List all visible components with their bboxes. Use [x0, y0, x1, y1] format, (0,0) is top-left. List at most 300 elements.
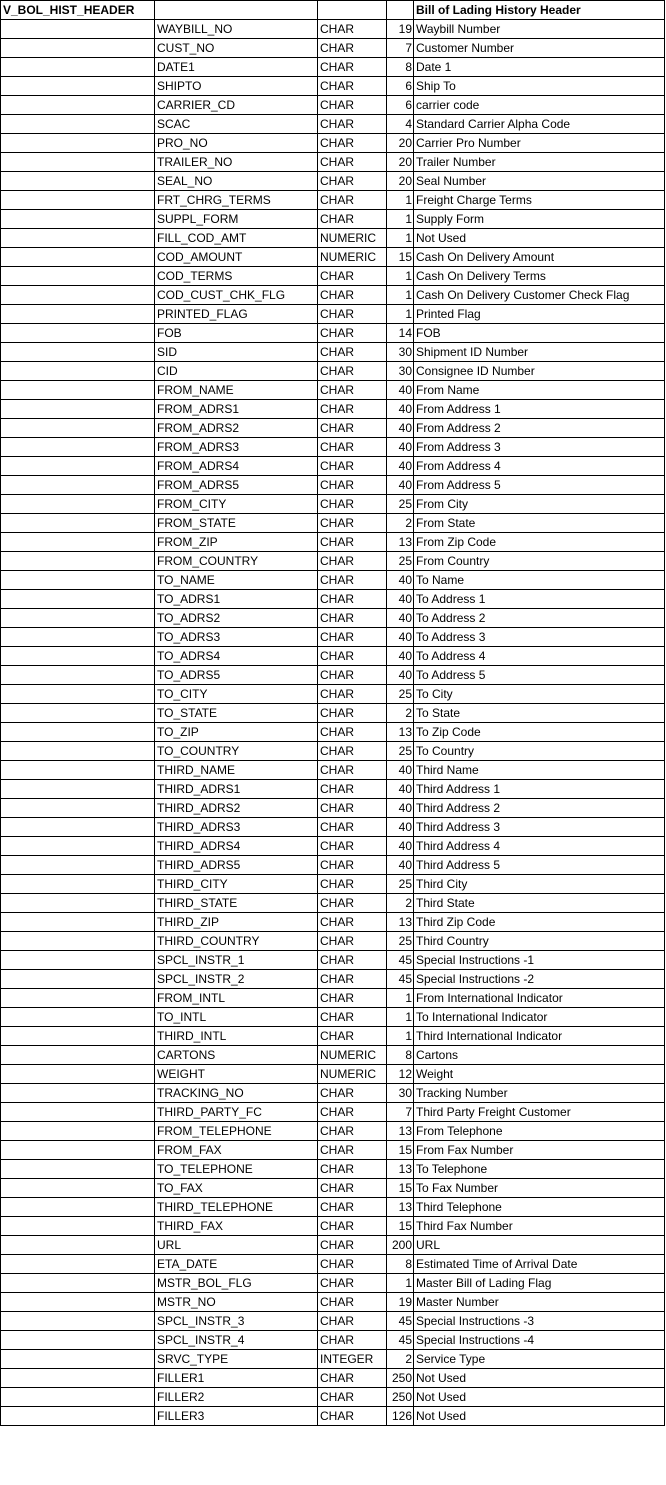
description-cell[interactable]: Special Instructions -3: [414, 1312, 665, 1331]
description-cell[interactable]: Master Bill of Lading Flag: [414, 1274, 665, 1293]
field-name-cell[interactable]: FROM_ADRS1: [155, 400, 318, 419]
field-name-cell[interactable]: THIRD_CITY: [155, 875, 318, 894]
field-name-cell[interactable]: FILLER1: [155, 1369, 318, 1388]
field-name-cell[interactable]: TO_STATE: [155, 704, 318, 723]
empty-cell[interactable]: [1, 818, 155, 837]
description-cell[interactable]: Printed Flag: [414, 305, 665, 324]
description-cell[interactable]: To Name: [414, 571, 665, 590]
data-type-cell[interactable]: CHAR: [318, 77, 387, 96]
data-type-cell[interactable]: CHAR: [318, 799, 387, 818]
description-cell[interactable]: To Country: [414, 742, 665, 761]
field-name-cell[interactable]: TO_ADRS2: [155, 609, 318, 628]
data-type-cell[interactable]: CHAR: [318, 647, 387, 666]
data-type-cell[interactable]: CHAR: [318, 1103, 387, 1122]
data-type-cell[interactable]: CHAR: [318, 761, 387, 780]
description-cell[interactable]: Special Instructions -2: [414, 970, 665, 989]
length-cell[interactable]: 13: [387, 1122, 414, 1141]
description-cell[interactable]: Third City: [414, 875, 665, 894]
description-cell[interactable]: To Zip Code: [414, 723, 665, 742]
length-cell[interactable]: 40: [387, 818, 414, 837]
description-cell[interactable]: Third State: [414, 894, 665, 913]
description-cell[interactable]: Date 1: [414, 58, 665, 77]
field-name-cell[interactable]: TO_ADRS3: [155, 628, 318, 647]
empty-cell[interactable]: [1, 39, 155, 58]
length-cell[interactable]: 6: [387, 96, 414, 115]
empty-cell[interactable]: [1, 1236, 155, 1255]
length-cell[interactable]: 15: [387, 1217, 414, 1236]
empty-cell[interactable]: [1, 1369, 155, 1388]
empty-cell[interactable]: [1, 172, 155, 191]
length-cell[interactable]: 12: [387, 1065, 414, 1084]
field-name-cell[interactable]: COD_CUST_CHK_FLG: [155, 286, 318, 305]
description-cell[interactable]: From City: [414, 495, 665, 514]
field-name-cell[interactable]: THIRD_ADRS1: [155, 780, 318, 799]
field-name-cell[interactable]: TO_INTL: [155, 1008, 318, 1027]
table-name-cell[interactable]: V_BOL_HIST_HEADER: [1, 1, 155, 20]
field-name-cell[interactable]: CID: [155, 362, 318, 381]
data-type-cell[interactable]: CHAR: [318, 723, 387, 742]
length-cell[interactable]: 7: [387, 1103, 414, 1122]
field-name-cell[interactable]: FROM_COUNTRY: [155, 552, 318, 571]
length-cell[interactable]: 8: [387, 58, 414, 77]
empty-cell[interactable]: [1, 666, 155, 685]
table-description-cell[interactable]: Bill of Lading History Header: [414, 1, 665, 20]
field-name-cell[interactable]: SPCL_INSTR_4: [155, 1331, 318, 1350]
field-name-cell[interactable]: SRVC_TYPE: [155, 1350, 318, 1369]
field-name-cell[interactable]: SCAC: [155, 115, 318, 134]
empty-cell[interactable]: [1, 476, 155, 495]
description-cell[interactable]: Shipment ID Number: [414, 343, 665, 362]
empty-cell[interactable]: [1, 1084, 155, 1103]
empty-cell[interactable]: [1, 134, 155, 153]
length-cell[interactable]: 45: [387, 1312, 414, 1331]
length-cell[interactable]: 2: [387, 514, 414, 533]
empty-cell[interactable]: [1, 438, 155, 457]
field-name-cell[interactable]: COD_TERMS: [155, 267, 318, 286]
empty-cell[interactable]: [1, 1122, 155, 1141]
empty-cell[interactable]: [1, 571, 155, 590]
field-name-cell[interactable]: URL: [155, 1236, 318, 1255]
length-cell[interactable]: 15: [387, 248, 414, 267]
description-cell[interactable]: Freight Charge Terms: [414, 191, 665, 210]
description-cell[interactable]: Trailer Number: [414, 153, 665, 172]
empty-cell[interactable]: [1, 248, 155, 267]
description-cell[interactable]: Special Instructions -4: [414, 1331, 665, 1350]
data-type-cell[interactable]: CHAR: [318, 191, 387, 210]
field-name-cell[interactable]: SUPPL_FORM: [155, 210, 318, 229]
description-cell[interactable]: FOB: [414, 324, 665, 343]
empty-cell[interactable]: [1, 742, 155, 761]
data-type-cell[interactable]: CHAR: [318, 115, 387, 134]
description-cell[interactable]: Cash On Delivery Amount: [414, 248, 665, 267]
empty-cell[interactable]: [1, 457, 155, 476]
length-cell[interactable]: 8: [387, 1255, 414, 1274]
field-name-cell[interactable]: WAYBILL_NO: [155, 20, 318, 39]
empty-cell[interactable]: [1, 533, 155, 552]
description-cell[interactable]: Waybill Number: [414, 20, 665, 39]
field-name-cell[interactable]: THIRD_FAX: [155, 1217, 318, 1236]
length-cell[interactable]: 2: [387, 704, 414, 723]
field-name-cell[interactable]: FROM_ADRS2: [155, 419, 318, 438]
data-type-cell[interactable]: CHAR: [318, 932, 387, 951]
field-name-cell[interactable]: FILLER2: [155, 1388, 318, 1407]
empty-cell[interactable]: [1, 1141, 155, 1160]
data-type-cell[interactable]: CHAR: [318, 153, 387, 172]
length-cell[interactable]: 30: [387, 343, 414, 362]
length-cell[interactable]: 40: [387, 761, 414, 780]
description-cell[interactable]: To Address 2: [414, 609, 665, 628]
field-name-cell[interactable]: SID: [155, 343, 318, 362]
length-cell[interactable]: 25: [387, 875, 414, 894]
data-type-cell[interactable]: NUMERIC: [318, 248, 387, 267]
data-type-cell[interactable]: CHAR: [318, 837, 387, 856]
empty-cell[interactable]: [1, 1350, 155, 1369]
length-cell[interactable]: 40: [387, 571, 414, 590]
length-cell[interactable]: 40: [387, 590, 414, 609]
field-name-cell[interactable]: FRT_CHRG_TERMS: [155, 191, 318, 210]
description-cell[interactable]: Special Instructions -1: [414, 951, 665, 970]
data-type-cell[interactable]: CHAR: [318, 875, 387, 894]
description-cell[interactable]: Cash On Delivery Customer Check Flag: [414, 286, 665, 305]
length-cell[interactable]: 40: [387, 609, 414, 628]
empty-cell[interactable]: [1, 286, 155, 305]
data-type-cell[interactable]: CHAR: [318, 1198, 387, 1217]
data-type-cell[interactable]: CHAR: [318, 1331, 387, 1350]
data-type-cell[interactable]: CHAR: [318, 457, 387, 476]
data-type-cell[interactable]: CHAR: [318, 552, 387, 571]
description-cell[interactable]: Third Address 3: [414, 818, 665, 837]
field-name-cell[interactable]: FROM_CITY: [155, 495, 318, 514]
field-name-cell[interactable]: TO_TELEPHONE: [155, 1160, 318, 1179]
length-cell[interactable]: 1: [387, 210, 414, 229]
field-name-cell[interactable]: FILL_COD_AMT: [155, 229, 318, 248]
data-type-cell[interactable]: CHAR: [318, 590, 387, 609]
length-cell[interactable]: 1: [387, 305, 414, 324]
data-type-cell[interactable]: CHAR: [318, 400, 387, 419]
empty-cell[interactable]: [1, 761, 155, 780]
data-type-cell[interactable]: CHAR: [318, 1027, 387, 1046]
empty-cell[interactable]: [1, 1008, 155, 1027]
empty-cell[interactable]: [1, 1293, 155, 1312]
empty-cell[interactable]: [1, 381, 155, 400]
data-type-cell[interactable]: CHAR: [318, 1293, 387, 1312]
empty-cell[interactable]: [1, 400, 155, 419]
empty-cell[interactable]: [1, 324, 155, 343]
length-cell[interactable]: 1: [387, 1008, 414, 1027]
description-cell[interactable]: Weight: [414, 1065, 665, 1084]
length-cell[interactable]: 13: [387, 913, 414, 932]
description-cell[interactable]: To City: [414, 685, 665, 704]
description-cell[interactable]: From Address 3: [414, 438, 665, 457]
description-cell[interactable]: Third Telephone: [414, 1198, 665, 1217]
length-cell[interactable]: 19: [387, 1293, 414, 1312]
empty-cell[interactable]: [1, 1217, 155, 1236]
empty-cell[interactable]: [1, 514, 155, 533]
length-cell[interactable]: 25: [387, 552, 414, 571]
description-cell[interactable]: Third Name: [414, 761, 665, 780]
field-name-cell[interactable]: TO_COUNTRY: [155, 742, 318, 761]
field-name-cell[interactable]: SHIPTO: [155, 77, 318, 96]
data-type-cell[interactable]: CHAR: [318, 305, 387, 324]
empty-cell[interactable]: [1, 153, 155, 172]
description-cell[interactable]: To Telephone: [414, 1160, 665, 1179]
data-type-cell[interactable]: CHAR: [318, 1255, 387, 1274]
data-type-cell[interactable]: CHAR: [318, 533, 387, 552]
data-type-cell[interactable]: CHAR: [318, 1160, 387, 1179]
empty-cell[interactable]: [1, 970, 155, 989]
empty-cell[interactable]: [1, 799, 155, 818]
data-type-cell[interactable]: CHAR: [318, 704, 387, 723]
data-type-cell[interactable]: NUMERIC: [318, 229, 387, 248]
field-name-cell[interactable]: FILLER3: [155, 1407, 318, 1426]
empty-cell[interactable]: [1, 362, 155, 381]
field-name-cell[interactable]: THIRD_ADRS5: [155, 856, 318, 875]
description-cell[interactable]: From International Indicator: [414, 989, 665, 1008]
empty-cell[interactable]: [1, 704, 155, 723]
description-cell[interactable]: To International Indicator: [414, 1008, 665, 1027]
description-cell[interactable]: To Address 1: [414, 590, 665, 609]
empty-cell[interactable]: [1, 96, 155, 115]
data-type-cell[interactable]: CHAR: [318, 1312, 387, 1331]
field-name-cell[interactable]: CUST_NO: [155, 39, 318, 58]
empty-cell[interactable]: [1, 1046, 155, 1065]
empty-cell[interactable]: [1, 305, 155, 324]
field-name-cell[interactable]: FROM_FAX: [155, 1141, 318, 1160]
data-type-cell[interactable]: CHAR: [318, 1122, 387, 1141]
data-type-cell[interactable]: CHAR: [318, 571, 387, 590]
length-cell[interactable]: 40: [387, 628, 414, 647]
length-cell[interactable]: 30: [387, 362, 414, 381]
description-cell[interactable]: Third Address 4: [414, 837, 665, 856]
length-cell[interactable]: 250: [387, 1388, 414, 1407]
empty-cell[interactable]: [1, 1312, 155, 1331]
field-name-cell[interactable]: CARTONS: [155, 1046, 318, 1065]
data-type-cell[interactable]: CHAR: [318, 419, 387, 438]
description-cell[interactable]: From Name: [414, 381, 665, 400]
data-type-cell[interactable]: CHAR: [318, 989, 387, 1008]
empty-cell[interactable]: [1, 1388, 155, 1407]
empty-cell[interactable]: [1, 875, 155, 894]
field-name-cell[interactable]: THIRD_INTL: [155, 1027, 318, 1046]
field-name-cell[interactable]: TO_ZIP: [155, 723, 318, 742]
header-length-cell[interactable]: [387, 1, 414, 20]
data-type-cell[interactable]: CHAR: [318, 913, 387, 932]
length-cell[interactable]: 8: [387, 1046, 414, 1065]
data-type-cell[interactable]: CHAR: [318, 324, 387, 343]
description-cell[interactable]: Not Used: [414, 1388, 665, 1407]
description-cell[interactable]: To State: [414, 704, 665, 723]
field-name-cell[interactable]: SEAL_NO: [155, 172, 318, 191]
description-cell[interactable]: To Address 3: [414, 628, 665, 647]
description-cell[interactable]: Ship To: [414, 77, 665, 96]
field-name-cell[interactable]: FROM_NAME: [155, 381, 318, 400]
data-type-cell[interactable]: CHAR: [318, 286, 387, 305]
empty-cell[interactable]: [1, 267, 155, 286]
length-cell[interactable]: 6: [387, 77, 414, 96]
length-cell[interactable]: 25: [387, 742, 414, 761]
length-cell[interactable]: 25: [387, 495, 414, 514]
field-name-cell[interactable]: SPCL_INSTR_3: [155, 1312, 318, 1331]
empty-cell[interactable]: [1, 1179, 155, 1198]
data-type-cell[interactable]: NUMERIC: [318, 1046, 387, 1065]
field-name-cell[interactable]: FROM_ZIP: [155, 533, 318, 552]
field-name-cell[interactable]: TO_ADRS1: [155, 590, 318, 609]
data-type-cell[interactable]: CHAR: [318, 514, 387, 533]
data-type-cell[interactable]: CHAR: [318, 96, 387, 115]
empty-cell[interactable]: [1, 191, 155, 210]
length-cell[interactable]: 200: [387, 1236, 414, 1255]
empty-cell[interactable]: [1, 932, 155, 951]
empty-cell[interactable]: [1, 210, 155, 229]
description-cell[interactable]: URL: [414, 1236, 665, 1255]
field-name-cell[interactable]: MSTR_NO: [155, 1293, 318, 1312]
field-name-cell[interactable]: FROM_STATE: [155, 514, 318, 533]
length-cell[interactable]: 126: [387, 1407, 414, 1426]
length-cell[interactable]: 1: [387, 191, 414, 210]
data-type-cell[interactable]: CHAR: [318, 609, 387, 628]
field-name-cell[interactable]: FOB: [155, 324, 318, 343]
field-name-cell[interactable]: PRO_NO: [155, 134, 318, 153]
empty-cell[interactable]: [1, 343, 155, 362]
data-type-cell[interactable]: CHAR: [318, 1179, 387, 1198]
description-cell[interactable]: To Address 4: [414, 647, 665, 666]
field-name-cell[interactable]: TO_FAX: [155, 1179, 318, 1198]
field-name-cell[interactable]: FROM_ADRS4: [155, 457, 318, 476]
length-cell[interactable]: 15: [387, 1141, 414, 1160]
empty-cell[interactable]: [1, 1255, 155, 1274]
data-type-cell[interactable]: CHAR: [318, 628, 387, 647]
description-cell[interactable]: Supply Form: [414, 210, 665, 229]
length-cell[interactable]: 1: [387, 267, 414, 286]
data-type-cell[interactable]: CHAR: [318, 343, 387, 362]
empty-cell[interactable]: [1, 20, 155, 39]
data-type-cell[interactable]: CHAR: [318, 1236, 387, 1255]
length-cell[interactable]: 40: [387, 438, 414, 457]
empty-cell[interactable]: [1, 115, 155, 134]
data-type-cell[interactable]: CHAR: [318, 495, 387, 514]
description-cell[interactable]: From Address 4: [414, 457, 665, 476]
empty-cell[interactable]: [1, 1103, 155, 1122]
description-cell[interactable]: Third International Indicator: [414, 1027, 665, 1046]
description-cell[interactable]: Third Fax Number: [414, 1217, 665, 1236]
length-cell[interactable]: 1: [387, 1027, 414, 1046]
description-cell[interactable]: Customer Number: [414, 39, 665, 58]
data-type-cell[interactable]: CHAR: [318, 438, 387, 457]
length-cell[interactable]: 45: [387, 951, 414, 970]
empty-cell[interactable]: [1, 856, 155, 875]
length-cell[interactable]: 25: [387, 932, 414, 951]
data-type-cell[interactable]: CHAR: [318, 1407, 387, 1426]
description-cell[interactable]: From Zip Code: [414, 533, 665, 552]
description-cell[interactable]: Cartons: [414, 1046, 665, 1065]
description-cell[interactable]: From Fax Number: [414, 1141, 665, 1160]
data-type-cell[interactable]: CHAR: [318, 1388, 387, 1407]
data-type-cell[interactable]: CHAR: [318, 20, 387, 39]
description-cell[interactable]: From Country: [414, 552, 665, 571]
length-cell[interactable]: 7: [387, 39, 414, 58]
empty-cell[interactable]: [1, 590, 155, 609]
length-cell[interactable]: 20: [387, 134, 414, 153]
data-type-cell[interactable]: CHAR: [318, 1008, 387, 1027]
length-cell[interactable]: 250: [387, 1369, 414, 1388]
data-type-cell[interactable]: CHAR: [318, 685, 387, 704]
length-cell[interactable]: 40: [387, 381, 414, 400]
length-cell[interactable]: 19: [387, 20, 414, 39]
length-cell[interactable]: 15: [387, 1179, 414, 1198]
length-cell[interactable]: 2: [387, 894, 414, 913]
empty-cell[interactable]: [1, 989, 155, 1008]
length-cell[interactable]: 40: [387, 780, 414, 799]
description-cell[interactable]: To Fax Number: [414, 1179, 665, 1198]
length-cell[interactable]: 30: [387, 1084, 414, 1103]
field-name-cell[interactable]: PRINTED_FLAG: [155, 305, 318, 324]
description-cell[interactable]: From State: [414, 514, 665, 533]
empty-cell[interactable]: [1, 1331, 155, 1350]
description-cell[interactable]: Cash On Delivery Terms: [414, 267, 665, 286]
field-name-cell[interactable]: THIRD_PARTY_FC: [155, 1103, 318, 1122]
empty-cell[interactable]: [1, 1407, 155, 1426]
empty-cell[interactable]: [1, 913, 155, 932]
empty-cell[interactable]: [1, 837, 155, 856]
field-name-cell[interactable]: TRAILER_NO: [155, 153, 318, 172]
length-cell[interactable]: 40: [387, 837, 414, 856]
empty-cell[interactable]: [1, 609, 155, 628]
description-cell[interactable]: Consignee ID Number: [414, 362, 665, 381]
data-type-cell[interactable]: CHAR: [318, 267, 387, 286]
field-name-cell[interactable]: CARRIER_CD: [155, 96, 318, 115]
length-cell[interactable]: 40: [387, 400, 414, 419]
empty-cell[interactable]: [1, 780, 155, 799]
description-cell[interactable]: From Address 1: [414, 400, 665, 419]
empty-cell[interactable]: [1, 894, 155, 913]
field-name-cell[interactable]: DATE1: [155, 58, 318, 77]
field-name-cell[interactable]: WEIGHT: [155, 1065, 318, 1084]
description-cell[interactable]: Third Country: [414, 932, 665, 951]
length-cell[interactable]: 40: [387, 419, 414, 438]
field-name-cell[interactable]: SPCL_INSTR_1: [155, 951, 318, 970]
field-name-cell[interactable]: THIRD_ZIP: [155, 913, 318, 932]
length-cell[interactable]: 1: [387, 989, 414, 1008]
description-cell[interactable]: Standard Carrier Alpha Code: [414, 115, 665, 134]
field-name-cell[interactable]: TO_CITY: [155, 685, 318, 704]
length-cell[interactable]: 45: [387, 1331, 414, 1350]
data-type-cell[interactable]: CHAR: [318, 362, 387, 381]
description-cell[interactable]: To Address 5: [414, 666, 665, 685]
length-cell[interactable]: 4: [387, 115, 414, 134]
data-type-cell[interactable]: CHAR: [318, 476, 387, 495]
length-cell[interactable]: 13: [387, 723, 414, 742]
description-cell[interactable]: Seal Number: [414, 172, 665, 191]
length-cell[interactable]: 45: [387, 970, 414, 989]
empty-cell[interactable]: [1, 419, 155, 438]
data-type-cell[interactable]: CHAR: [318, 1274, 387, 1293]
description-cell[interactable]: carrier code: [414, 96, 665, 115]
length-cell[interactable]: 40: [387, 799, 414, 818]
data-type-cell[interactable]: CHAR: [318, 210, 387, 229]
description-cell[interactable]: Third Address 1: [414, 780, 665, 799]
field-name-cell[interactable]: COD_AMOUNT: [155, 248, 318, 267]
empty-cell[interactable]: [1, 647, 155, 666]
description-cell[interactable]: Tracking Number: [414, 1084, 665, 1103]
description-cell[interactable]: Estimated Time of Arrival Date: [414, 1255, 665, 1274]
description-cell[interactable]: Service Type: [414, 1350, 665, 1369]
field-name-cell[interactable]: FROM_ADRS3: [155, 438, 318, 457]
empty-cell[interactable]: [1, 495, 155, 514]
empty-cell[interactable]: [1, 685, 155, 704]
field-name-cell[interactable]: FROM_TELEPHONE: [155, 1122, 318, 1141]
empty-cell[interactable]: [1, 552, 155, 571]
description-cell[interactable]: Third Zip Code: [414, 913, 665, 932]
